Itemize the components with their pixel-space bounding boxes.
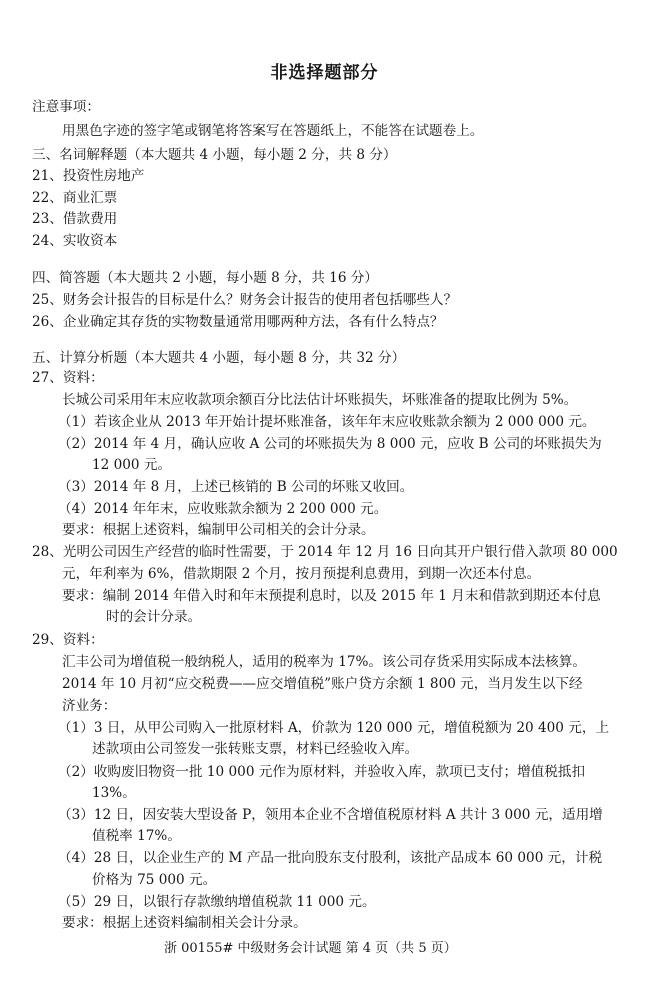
- q29-part2-cont: 13%。: [92, 785, 136, 801]
- q29-part4: （4）28 日，以企业生产的 M 产品一批向股东支付股利，该批产品成本 60 000 元，计税: [58, 850, 603, 866]
- q29-part1: （1）3 日，从甲公司购入一批原材料 A，价款为 120 000 元，增值税额为 20 400 元，上: [58, 720, 610, 736]
- q28-text: 28、光明公司因生产经营的临时性需要，于 2014 年 12 月 16 日向其开户银行借入款项 80 000: [32, 544, 618, 560]
- q27-part3: （3）2014 年 8 月，上述已核销的 B 公司的坏账又收回。: [58, 479, 414, 495]
- q27-intro: 长城公司采用年末应收款项余额百分比法估计坏账损失，坏账准备的提取比例为 5%。: [62, 392, 578, 408]
- notice-text: 用黑色字迹的签字笔或钢笔将答案写在答题纸上，不能答在试题卷上。: [62, 123, 484, 139]
- q29-part5: （5）29 日，以银行存款缴纳增值税款 11 000 元。: [58, 894, 376, 910]
- page-footer: 浙 00155# 中级财务会计试题 第 4 页（共 5 页）: [164, 941, 457, 956]
- q29-requirement: 要求：根据上述资料编制相关会计分录。: [62, 915, 307, 931]
- q27-requirement: 要求：根据上述资料，编制甲公司相关的会计分录。: [62, 522, 375, 538]
- q22: 22、商业汇票: [32, 190, 118, 206]
- q29-intro-2: 2014 年 10 月初“应交税费——应交增值税”账户贷方余额 1 800 元，当月发生以下经: [62, 676, 583, 692]
- q28-requirement: 要求：编制 2014 年借入时和年末预提利息时，以及 2015 年 1 月末和借款到期还本付息: [62, 588, 601, 604]
- q28-requirement-cont: 时的会计分录。: [106, 609, 202, 625]
- section5-heading: 五、计算分析题（本大题共 4 小题，每小题 8 分，共 32 分）: [32, 350, 406, 366]
- q29-part4-cont: 价格为 75 000 元。: [92, 872, 217, 888]
- q27-part2: （2）2014 年 4 月，确认应收 A 公司的坏账损失为 8 000 元，应收 B 公司的坏账损失为: [58, 436, 602, 452]
- q27-part1: （1）若该企业从 2013 年开始计提坏账准备，该年年末应收账款余额为 2 000 000 元。: [58, 414, 596, 430]
- q27-part2-cont: 12 000 元。: [92, 457, 172, 473]
- q29-part1-cont: 述款项由公司签发一张转账支票，材料已经验收入库。: [92, 741, 419, 757]
- q29-part3: （3）12 日，因安装大型设备 P，领用本企业不含增值税原材料 A 共计 3 000 元，适用增: [58, 807, 603, 823]
- q29-part2: （2）收购废旧物资一批 10 000 元作为原材料，并验收入库，款项已支付；增值税抵扣: [58, 764, 586, 780]
- section3-heading: 三、名词解释题（本大题共 4 小题，每小题 2 分，共 8 分）: [32, 147, 397, 163]
- q29-intro: 汇丰公司为增值税一般纳税人，适用的税率为 17%。该公司存货采用实际成本法核算。: [62, 654, 586, 670]
- q24: 24、实收资本: [32, 233, 118, 249]
- q23: 23、借款费用: [32, 211, 118, 227]
- notice-heading: 注意事项：: [32, 99, 100, 115]
- q27-part4: （4）2014 年年末，应收账款余额为 2 200 000 元。: [58, 501, 388, 517]
- section4-heading: 四、简答题（本大题共 2 小题，每小题 8 分，共 16 分）: [32, 270, 378, 286]
- q25: 25、财务会计报告的目标是什么？财务会计报告的使用者包括哪些人？: [32, 292, 458, 308]
- q29-label: 29、资料：: [32, 632, 104, 648]
- q26: 26、企业确定其存货的实物数量通常用哪两种方法，各有什么特点？: [32, 314, 444, 330]
- page-title: 非选择题部分: [270, 63, 379, 83]
- q21: 21、投资性房地产: [32, 168, 145, 184]
- q27-label: 27、资料：: [32, 370, 104, 386]
- q29-part3-cont: 值税率 17%。: [92, 828, 181, 844]
- q28-text-cont: 元，年利率为 6%，借款期限 2 个月，按月预提利息费用，到期一次还本付息。: [62, 566, 541, 582]
- q29-intro-3: 济业务：: [62, 698, 117, 714]
